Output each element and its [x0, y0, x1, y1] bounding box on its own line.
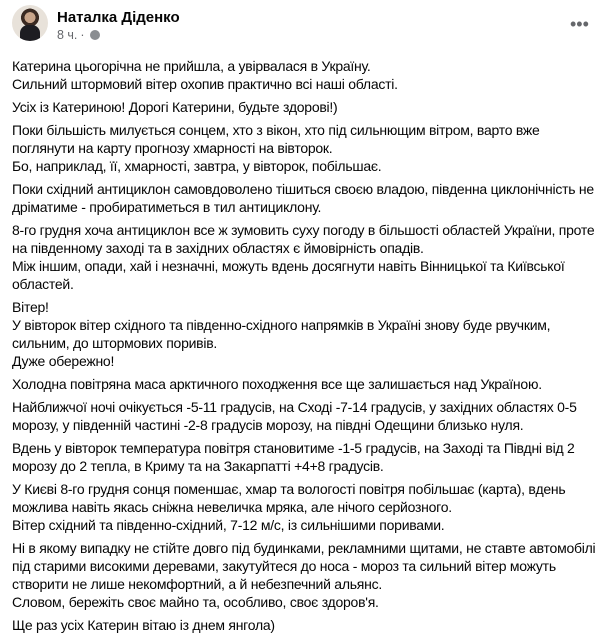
post-paragraph: [12, 375, 595, 393]
post-line: сильним, до штормових поривів.: [12, 335, 218, 351]
post-line: Поки східний антициклон самовдоволено тішиться своєю владою, південна циклонічність не: [12, 181, 594, 197]
post-line: областей.: [12, 276, 74, 292]
post-paragraph: [12, 298, 595, 370]
more-options-icon[interactable]: •••: [570, 14, 589, 34]
post-line: 8-го грудня хоча антициклон все ж зумовить суху погоду в більшості областей України, проте: [12, 222, 595, 238]
post-line: на південному заході та в західних областях є ймовірність опадів.: [12, 240, 424, 256]
post-line: Найближчої ночі очікується -5-11 градусів, на Сході -7-14 градусів, у західних областях 0-5: [12, 399, 577, 415]
post-paragraph: [12, 398, 595, 434]
post-paragraph: [12, 180, 595, 216]
post-line: Катерина цьогорічна не прийшла, а увірвалася в Україну.: [12, 58, 371, 74]
post-paragraph: [12, 57, 595, 93]
post-paragraph: [12, 616, 595, 634]
post-meta: [57, 28, 100, 42]
post-line: морозу до 2 тепла, в Криму та на Закарпатті +4+8 градусів.: [12, 458, 384, 474]
post-line: Холодна повітряна маса арктичного походження все ще залишається над Україною.: [12, 376, 542, 392]
post-line: У вівторок вітер східного та південно-східного напрямків в Україні знову буде рвучким,: [12, 317, 551, 333]
post-line: можлива навіть якась сніжна невеличка мряка, але нічого серйозного.: [12, 499, 452, 515]
author-avatar[interactable]: [12, 5, 48, 41]
meta-separator: ·: [80, 28, 85, 42]
post-line: У Києві 8-го грудня сонця поменшає, хмар та вологості повітря побільшає (карта), вдень: [12, 481, 566, 497]
post-line: Сильний штормовий вітер охопив практично всі наші області.: [12, 76, 398, 92]
post-paragraph: [12, 539, 595, 611]
post-text: [12, 57, 595, 639]
post-paragraph: [12, 221, 595, 293]
post-line: Між іншим, опади, хай і незначні, можуть вдень досягнути навіть Вінницької та Київської: [12, 258, 565, 274]
post-line: поглянути на карту прогнозу хмарності на вівторок.: [12, 140, 333, 156]
post-paragraph: [12, 121, 595, 175]
post-line: Усіх із Катериною! Дорогі Катерини, будьте здорові!): [12, 99, 338, 115]
globe-icon: [90, 30, 100, 40]
post-time[interactable]: 8 ч.: [57, 28, 78, 42]
post-line: Ще раз усіх Катерин вітаю із днем янгола): [12, 617, 275, 633]
post-line: Вітер!: [12, 299, 49, 315]
post-line: Дуже обережно!: [12, 353, 115, 369]
post-line: створити не лише некомфортний, а й небезпечний альянс.: [12, 576, 382, 592]
post-paragraph: [12, 439, 595, 475]
post-line: Словом, бережіть своє майно та, особливо, своє здоров'я.: [12, 594, 379, 610]
post-line: Вдень у вівторок температура повітря становитиме -1-5 градусів, на Заході та Півдні від 2: [12, 440, 575, 456]
post-line: Вітер східний та південно-східний, 7-12 м/с, із сильнішими поривами.: [12, 517, 445, 533]
post-line: дріматиме - пробиратиметься в тил антициклону.: [12, 199, 322, 215]
post-line: Бо, наприклад, її, хмарності, завтра, у вівторок, побільшає.: [12, 158, 382, 174]
post-paragraph: [12, 480, 595, 534]
post-line: Поки більшість милується сонцем, хто з вікон, хто під сильнющим вітром, варто вже: [12, 122, 540, 138]
post-line: під старими високими деревами, закутуйтеся до носа - мороз та сильний вітер можуть: [12, 558, 556, 574]
post-line: Ні в якому випадку не стійте довго під будинками, рекламними щитами, не ставте автомобілі: [12, 540, 596, 556]
post-paragraph: [12, 98, 595, 116]
post-line: морозу, у південній частині -2-8 градусів морозу, на півдні Одещини близько нуля.: [12, 417, 524, 433]
author-name[interactable]: Наталка Діденко: [57, 9, 180, 26]
